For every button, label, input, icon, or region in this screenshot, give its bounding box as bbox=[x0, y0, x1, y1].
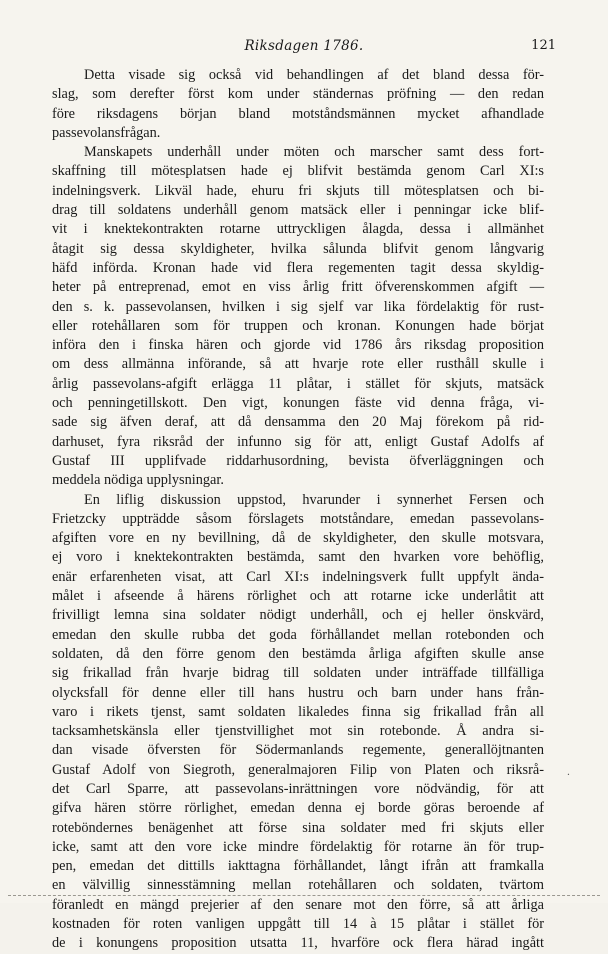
text-line: Gustaf III upplifvade riddarhusordning, bevista öfverläggningen och bbox=[52, 452, 544, 469]
text-line: heter på entreprenad, emot en viss årlig fritt öfverenskommen afgift — bbox=[52, 279, 544, 296]
stray-mark: · bbox=[566, 770, 570, 781]
page-header bbox=[52, 38, 556, 58]
text-line: Gustaf Adolf von Siegroth, generalmajoren Filip von Platen och riksrå- bbox=[52, 761, 544, 778]
text-line: roteböndernes benägenhet att förse sina soldater med fri skjuts eller bbox=[52, 819, 544, 836]
text-line: en välvillig sinnesstämning mellan rotehållaren och soldaten, tvärtom bbox=[52, 877, 544, 894]
text-line: häfd införda. Kronan hade vid flera regementen tagit dessa skyldig- bbox=[52, 259, 544, 276]
text-line: målet i afseende å härens rörlighet och att rotarne icke underlåtit att bbox=[52, 588, 544, 605]
text-line: icke, samt att den vore icke mindre fördelaktig för rotarne än för trup- bbox=[52, 838, 544, 855]
text-line: vit i knektekontrakten rotarne uttryckligen ålagda, dessa i allmänhet bbox=[52, 221, 544, 238]
text-line: frivilligt lemna sina soldater nödigt underhåll, och ej heller önskvärd, bbox=[52, 607, 544, 624]
text-line: sig frikallad från hvarje bidrag till soldaten under inträffade tillfälliga bbox=[52, 665, 544, 682]
text-line: de i konungens proposition utsatta 11, hvarföre ock flera härad ingått bbox=[52, 935, 544, 952]
text-line: meddela nödiga upplysningar. bbox=[52, 472, 224, 489]
page-number: 121 bbox=[531, 38, 556, 53]
body-text bbox=[52, 66, 544, 954]
text-line: tacksamhetskänsla eller tjenstvillighet mot sin rotebonde. Å andra si- bbox=[52, 723, 544, 740]
bottom-edge-rule bbox=[8, 895, 600, 897]
text-line: åtagit sig dessa skyldigheter, hvilka sålunda blifvit genom långvarig bbox=[52, 240, 544, 257]
text-line: Detta visade sig också vid behandlingen af det bland dessa för- bbox=[84, 67, 544, 83]
text-line: drag till soldatens underhåll genom matsäck eller i penningar icke blif- bbox=[52, 202, 544, 219]
text-line: slag, som derefter först kom under ständernas pröfning — den redan bbox=[52, 86, 544, 103]
text-line: Frietzcky uppträdde såsom förslagets motståndare, emedan passevolans- bbox=[52, 510, 544, 527]
text-line: årlig passevolans-afgift erlägga 11 plåtar, i stället för skjuts, matsäck bbox=[52, 375, 544, 392]
text-line: darhuset, fyra riksråd der infunno sig för att, enligt Gustaf Adolfs af bbox=[52, 433, 544, 450]
text-line: och penningetillskott. Den vigt, konungen fäste vid denna fråga, vi- bbox=[52, 395, 544, 412]
text-line: före riksdagens början bland motståndsmännen mycket afhandlade bbox=[52, 105, 544, 122]
text-line: indelningsverk. Likväl hade, ehuru fri skjuts till mötesplatsen och bi- bbox=[52, 182, 544, 199]
text-line: ej voro i knektekontrakten bestämda, samt den hvarken vore behöflig, bbox=[52, 549, 544, 566]
text-line: gifva hären större rörlighet, emedan denna ej borde göras beroende af bbox=[52, 800, 544, 817]
text-line: den s. k. passevolansen, hvilken i sig sjelf var lika fördelaktig för rust- bbox=[52, 298, 544, 315]
text-line: varo i rikets tjenst, samt soldaten likaledes finna sig frikallad från all bbox=[52, 703, 544, 720]
text-line: föranledt en mängd prejerier af den senare mot den förre, så att årliga bbox=[52, 896, 544, 913]
text-line: soldaten, då den förre genom den bestämda årliga afgiften skulle anse bbox=[52, 645, 544, 662]
running-head: Riksdagen 1786. bbox=[244, 38, 364, 54]
text-line: det Carl Sparre, att passevolans-inrättningen vore nödvändig, för att bbox=[52, 780, 544, 797]
text-line: Manskapets underhåll under möten och marscher samt dess fort- bbox=[84, 144, 544, 161]
text-line: skaffning till mötesplatsen hade ej blifvit bestämda genom Carl XI:s bbox=[52, 163, 544, 180]
text-line: kostnaden för roten vanligen uppgått till 14 à 15 plåtar i stället för bbox=[52, 916, 544, 933]
text-line: En liflig diskussion uppstod, hvarunder i synnerhet Fersen och bbox=[84, 491, 544, 508]
text-line: emedan den skulle rubba det goda förhållandet mellan rotebonden och bbox=[52, 626, 544, 643]
text-line: sade sig äfven deraf, att då densamma den 20 Maj förekom på rid- bbox=[52, 414, 544, 431]
text-line: pen, emedan det dittills iakttagna förhållandet, långt ifrån att framkalla bbox=[52, 858, 544, 875]
text-line: införa den i finska hären och gjorde vid 1786 års riksdag proposition bbox=[52, 337, 544, 354]
text-line: eller rotehållaren som för truppen och kronan. Konungen hade börjat bbox=[52, 317, 544, 334]
text-line: om dess allmänna införande, så att hvarje rote eller rusthåll skulle i bbox=[52, 356, 544, 373]
text-line: dan visade öfversten för Södermanlands regemente, generallöjtnanten bbox=[52, 742, 544, 759]
text-line: enär erfarenheten visat, att Carl XI:s indelningsverk fullt uppfylt ända- bbox=[52, 568, 544, 585]
text-line: passevolansfrågan. bbox=[52, 124, 161, 141]
text-line: olycksfall för denne eller till hans hustru och barn under hans från- bbox=[52, 684, 544, 701]
text-line: afgiften vore en ny bevillning, då de skyldigheter, den skulle motsvara, bbox=[52, 530, 544, 547]
